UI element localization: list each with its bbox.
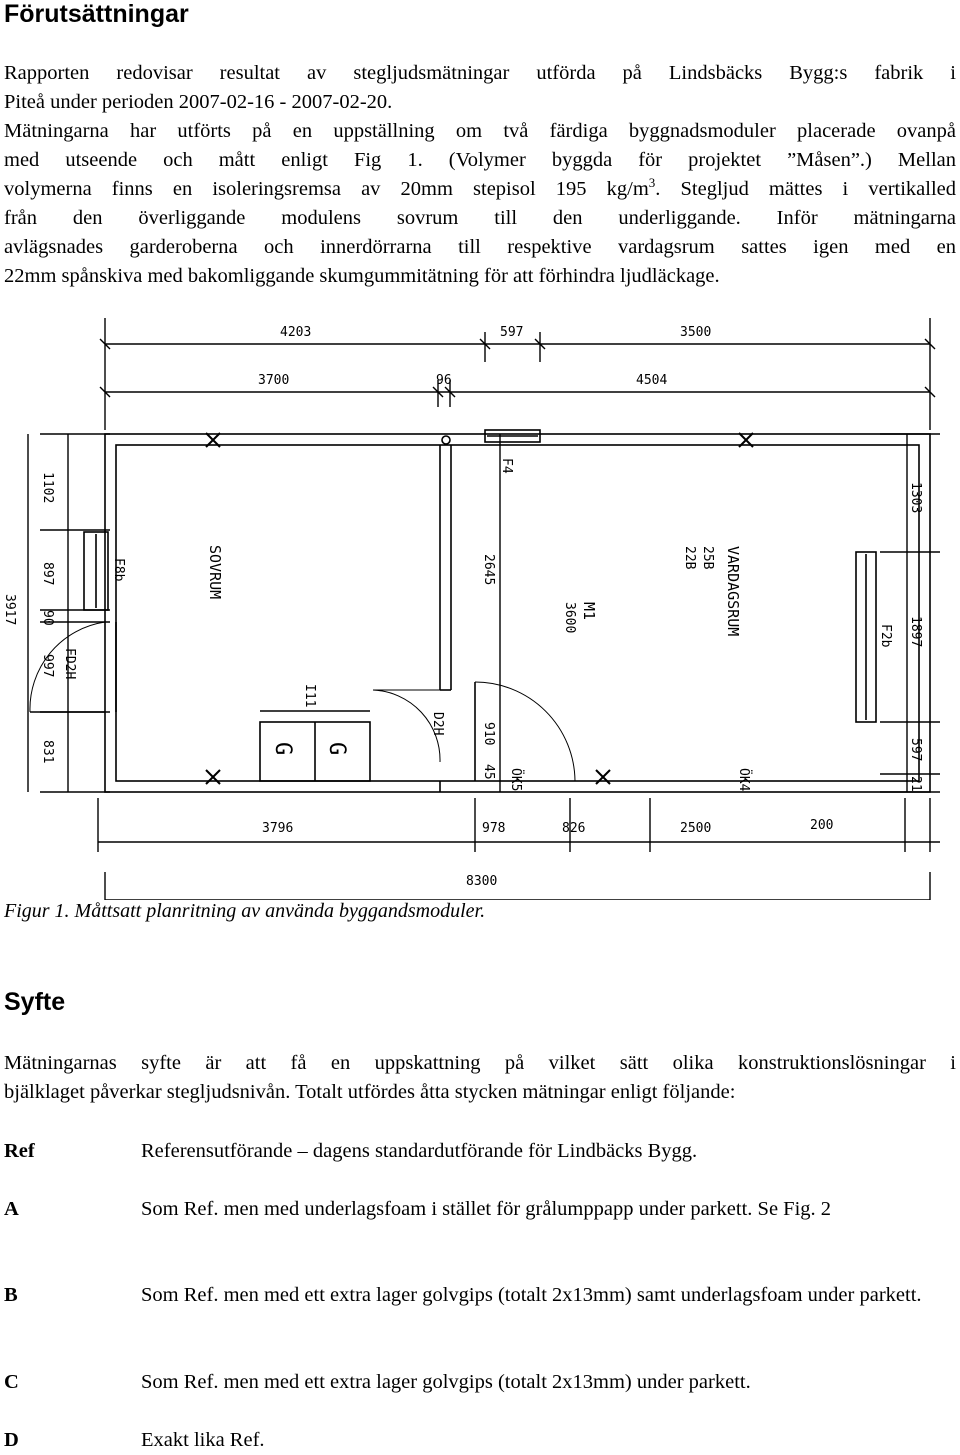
list-item-description: Som Ref. men med ett extra lager golvgips (totalt 2x13mm) under parkett. [141,1371,751,1393]
dim-label-total: 8300 [466,874,498,889]
fixture-label: I11 [302,684,317,708]
list-item-description: Exakt lika Ref. [141,1429,265,1451]
dim-label: 597 [908,738,923,762]
dim-label: 1102 [40,472,55,504]
marker-label: ÖK4 [736,768,751,792]
door-label: FD2H [62,648,77,680]
room-label-m1: M1 [580,602,598,621]
fixture-label-g: G [270,742,295,756]
paragraph-line: Rapporten redovisar resultat av stegljudsmätningar utförda på Lindsbäcks Bygg:s fabrik i [4,62,956,84]
list-item-ref: B [4,1284,18,1306]
dim-label: 21 [908,776,923,792]
dim-label: 4203 [280,325,312,340]
paragraph-line: Piteå under perioden 2007-02-16 - 2007-02-20. [4,91,393,113]
intro-paragraph [4,59,956,291]
paragraph-line: 22mm spånskiva med bakomliggande skumgummitätning för att förhindra ljudläckage. [4,265,720,287]
paragraph-line: Mätningarna har utförts på en uppställning om två färdiga byggnadsmoduler placerade ovanpå [4,120,956,142]
paragraph-line: Mätningarnas syfte är att få en uppskattning på vilket sätt olika konstruktionslösningar i [4,1052,956,1074]
room-label-sovrum: SOVRUM [206,545,224,600]
marker-label: ÖK5 [508,768,523,792]
paragraph-line: avlägsnades garderoberna och innerdörrarna till respektive vardagsrum sattes igen med en [4,236,956,258]
window-label: F2b [878,624,893,648]
line-text: volymerna finns en isoleringsremsa av 20mm stepisol 195 kg/m [4,178,649,200]
figure-caption: Figur 1. Måttsatt planritning av använda byggandsmoduler. [4,900,486,922]
dim-label: 200 [810,818,834,833]
dim-label: 897 [40,562,55,586]
dim-label: 3700 [258,373,290,388]
section-heading-syfte: Syfte [4,988,66,1016]
dimension-lines [28,318,940,900]
list-item-ref: A [4,1198,19,1220]
list-item-ref: C [4,1371,19,1393]
superscript: 3 [648,175,656,191]
dim-label: 910 [481,722,496,746]
syfte-paragraph [4,1049,956,1107]
door-label: D2H [430,712,445,736]
window-label: F8b [111,558,126,582]
floor-plan-drawing [0,312,960,900]
dim-label: 4504 [636,373,668,388]
dim-label: 1303 [908,482,923,514]
dim-label: 96 [436,373,452,388]
list-item-description: Referensutförande – dagens standardutförande för Lindbäcks Bygg. [141,1140,698,1162]
dimension-labels [2,325,923,889]
dim-label-total: 3917 [2,594,17,626]
dim-label: 597 [500,325,524,340]
line-text: . Stegljud mättes i vertikalled [655,178,956,200]
dim-label: 3796 [262,821,294,836]
paragraph-line: från den överliggande modulens sovrum till den underliggande. Inför mätningarna [4,207,956,229]
dim-label: 3500 [680,325,712,340]
dim-label: 90 [40,610,55,626]
list-item-description: Som Ref. men med underlagsfoam i stället för grålumppapp under parkett. Se Fig. 2 [141,1198,832,1220]
dim-label: 826 [562,821,586,836]
section-heading-forutsattningar: Förutsättningar [4,0,189,28]
dim-label: 978 [482,821,506,836]
walls [30,430,930,792]
dim-label: 1897 [908,616,923,648]
dim-label: 831 [40,740,55,764]
dim-label: 3600 [562,602,577,634]
code-label: 22B [682,546,697,570]
paragraph-line: med utseende och mått enligt Fig 1. (Volymer byggda för projektet ”Måsen”.) Mellan [4,149,956,171]
list-item-ref: D [4,1429,19,1451]
paragraph-line: bjälklaget påverkar stegljudsnivån. Totalt utfördes åtta stycken mätningar enligt följande: [4,1081,736,1103]
dim-label: 2500 [680,821,712,836]
paragraph-line [4,175,956,204]
room-labels [62,458,893,792]
list-item-ref: Ref [4,1140,35,1162]
room-label-vardagsrum: VARDAGSRUM [724,546,742,637]
dim-label: 45 [481,764,496,780]
dim-label: 997 [40,654,55,678]
window-label: F4 [499,458,514,474]
list-item-description: Som Ref. men med ett extra lager golvgips (totalt 2x13mm) samt underlagsfoam under parkett. [141,1284,922,1306]
fixture-label-g: G [324,742,349,756]
code-label: 25B [700,546,715,570]
x-markers [206,433,753,784]
dim-label: 2645 [481,554,496,586]
